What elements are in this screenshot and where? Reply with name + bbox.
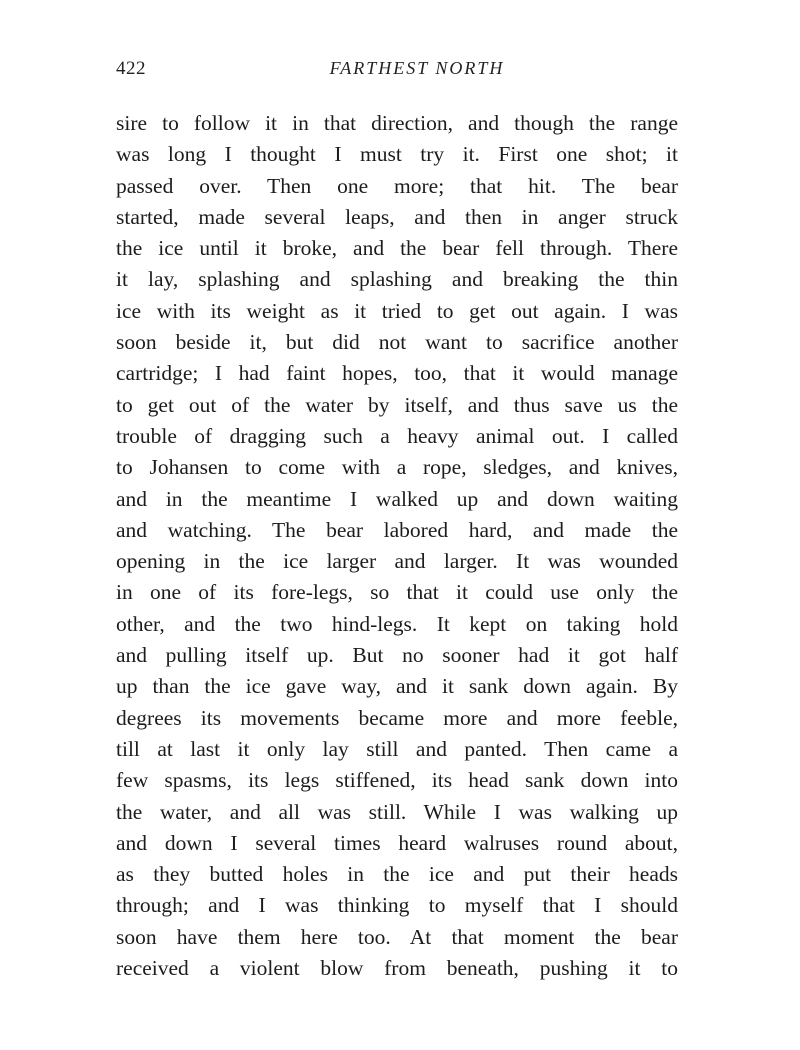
text-line: as they butted holes in the ice and put their heads	[116, 862, 678, 887]
text-line: passed over. Then one more; that hit. The bear	[116, 173, 678, 198]
text-line: and in the meantime I walked up and down waiting	[116, 486, 678, 511]
text-line: and down I several times heard walruses round about,	[116, 830, 678, 855]
text-line: few spasms, its legs stiffened, its head sank down into	[116, 768, 678, 793]
text-line: the ice until it broke, and the bear fell through. There	[116, 236, 678, 261]
text-line: and watching. The bear labored hard, and made the	[116, 517, 678, 542]
text-line: to Johansen to come with a rope, sledges, and knives,	[116, 455, 678, 480]
text-line: soon have them here too. At that moment the bear	[116, 924, 678, 949]
running-head	[116, 58, 678, 88]
text-line: other, and the two hind-legs. It kept on taking hold	[116, 611, 678, 636]
text-line: soon beside it, but did not want to sacrifice another	[116, 330, 678, 355]
text-line: opening in the ice larger and larger. It was wounded	[116, 549, 678, 574]
text-line: started, made several leaps, and then in anger struck	[116, 204, 678, 229]
text-line: in one of its fore-legs, so that it could use only the	[116, 580, 678, 605]
text-line: the water, and all was still. While I was walking up	[116, 799, 678, 824]
text-line: sire to follow it in that direction, and though the range	[116, 111, 678, 135]
text-line: degrees its movements became more and more feeble,	[116, 705, 678, 730]
text-line: through; and I was thinking to myself that I should	[116, 893, 678, 918]
text-line: was long I thought I must try it. First one shot; it	[116, 142, 678, 167]
page-number: 422	[116, 58, 146, 79]
text-line: up than the ice gave way, and it sank down again. By	[116, 674, 678, 699]
text-line: ice with its weight as it tried to get out again. I was	[116, 298, 678, 323]
text-line: to get out of the water by itself, and thus save us the	[116, 392, 678, 417]
running-title: FARTHEST NORTH	[329, 58, 505, 78]
body-text	[116, 108, 678, 984]
text-line: it lay, splashing and splashing and breaking the thin	[116, 267, 678, 292]
text-line: received a violent blow from beneath, pushing it to	[116, 956, 678, 981]
text-line: till at last it only lay still and panted. Then came a	[116, 736, 678, 761]
text-line: trouble of dragging such a heavy animal out. I called	[116, 423, 678, 448]
text-line: and pulling itself up. But no sooner had it got half	[116, 643, 678, 668]
text-line: cartridge; I had faint hopes, too, that it would manage	[116, 361, 678, 386]
